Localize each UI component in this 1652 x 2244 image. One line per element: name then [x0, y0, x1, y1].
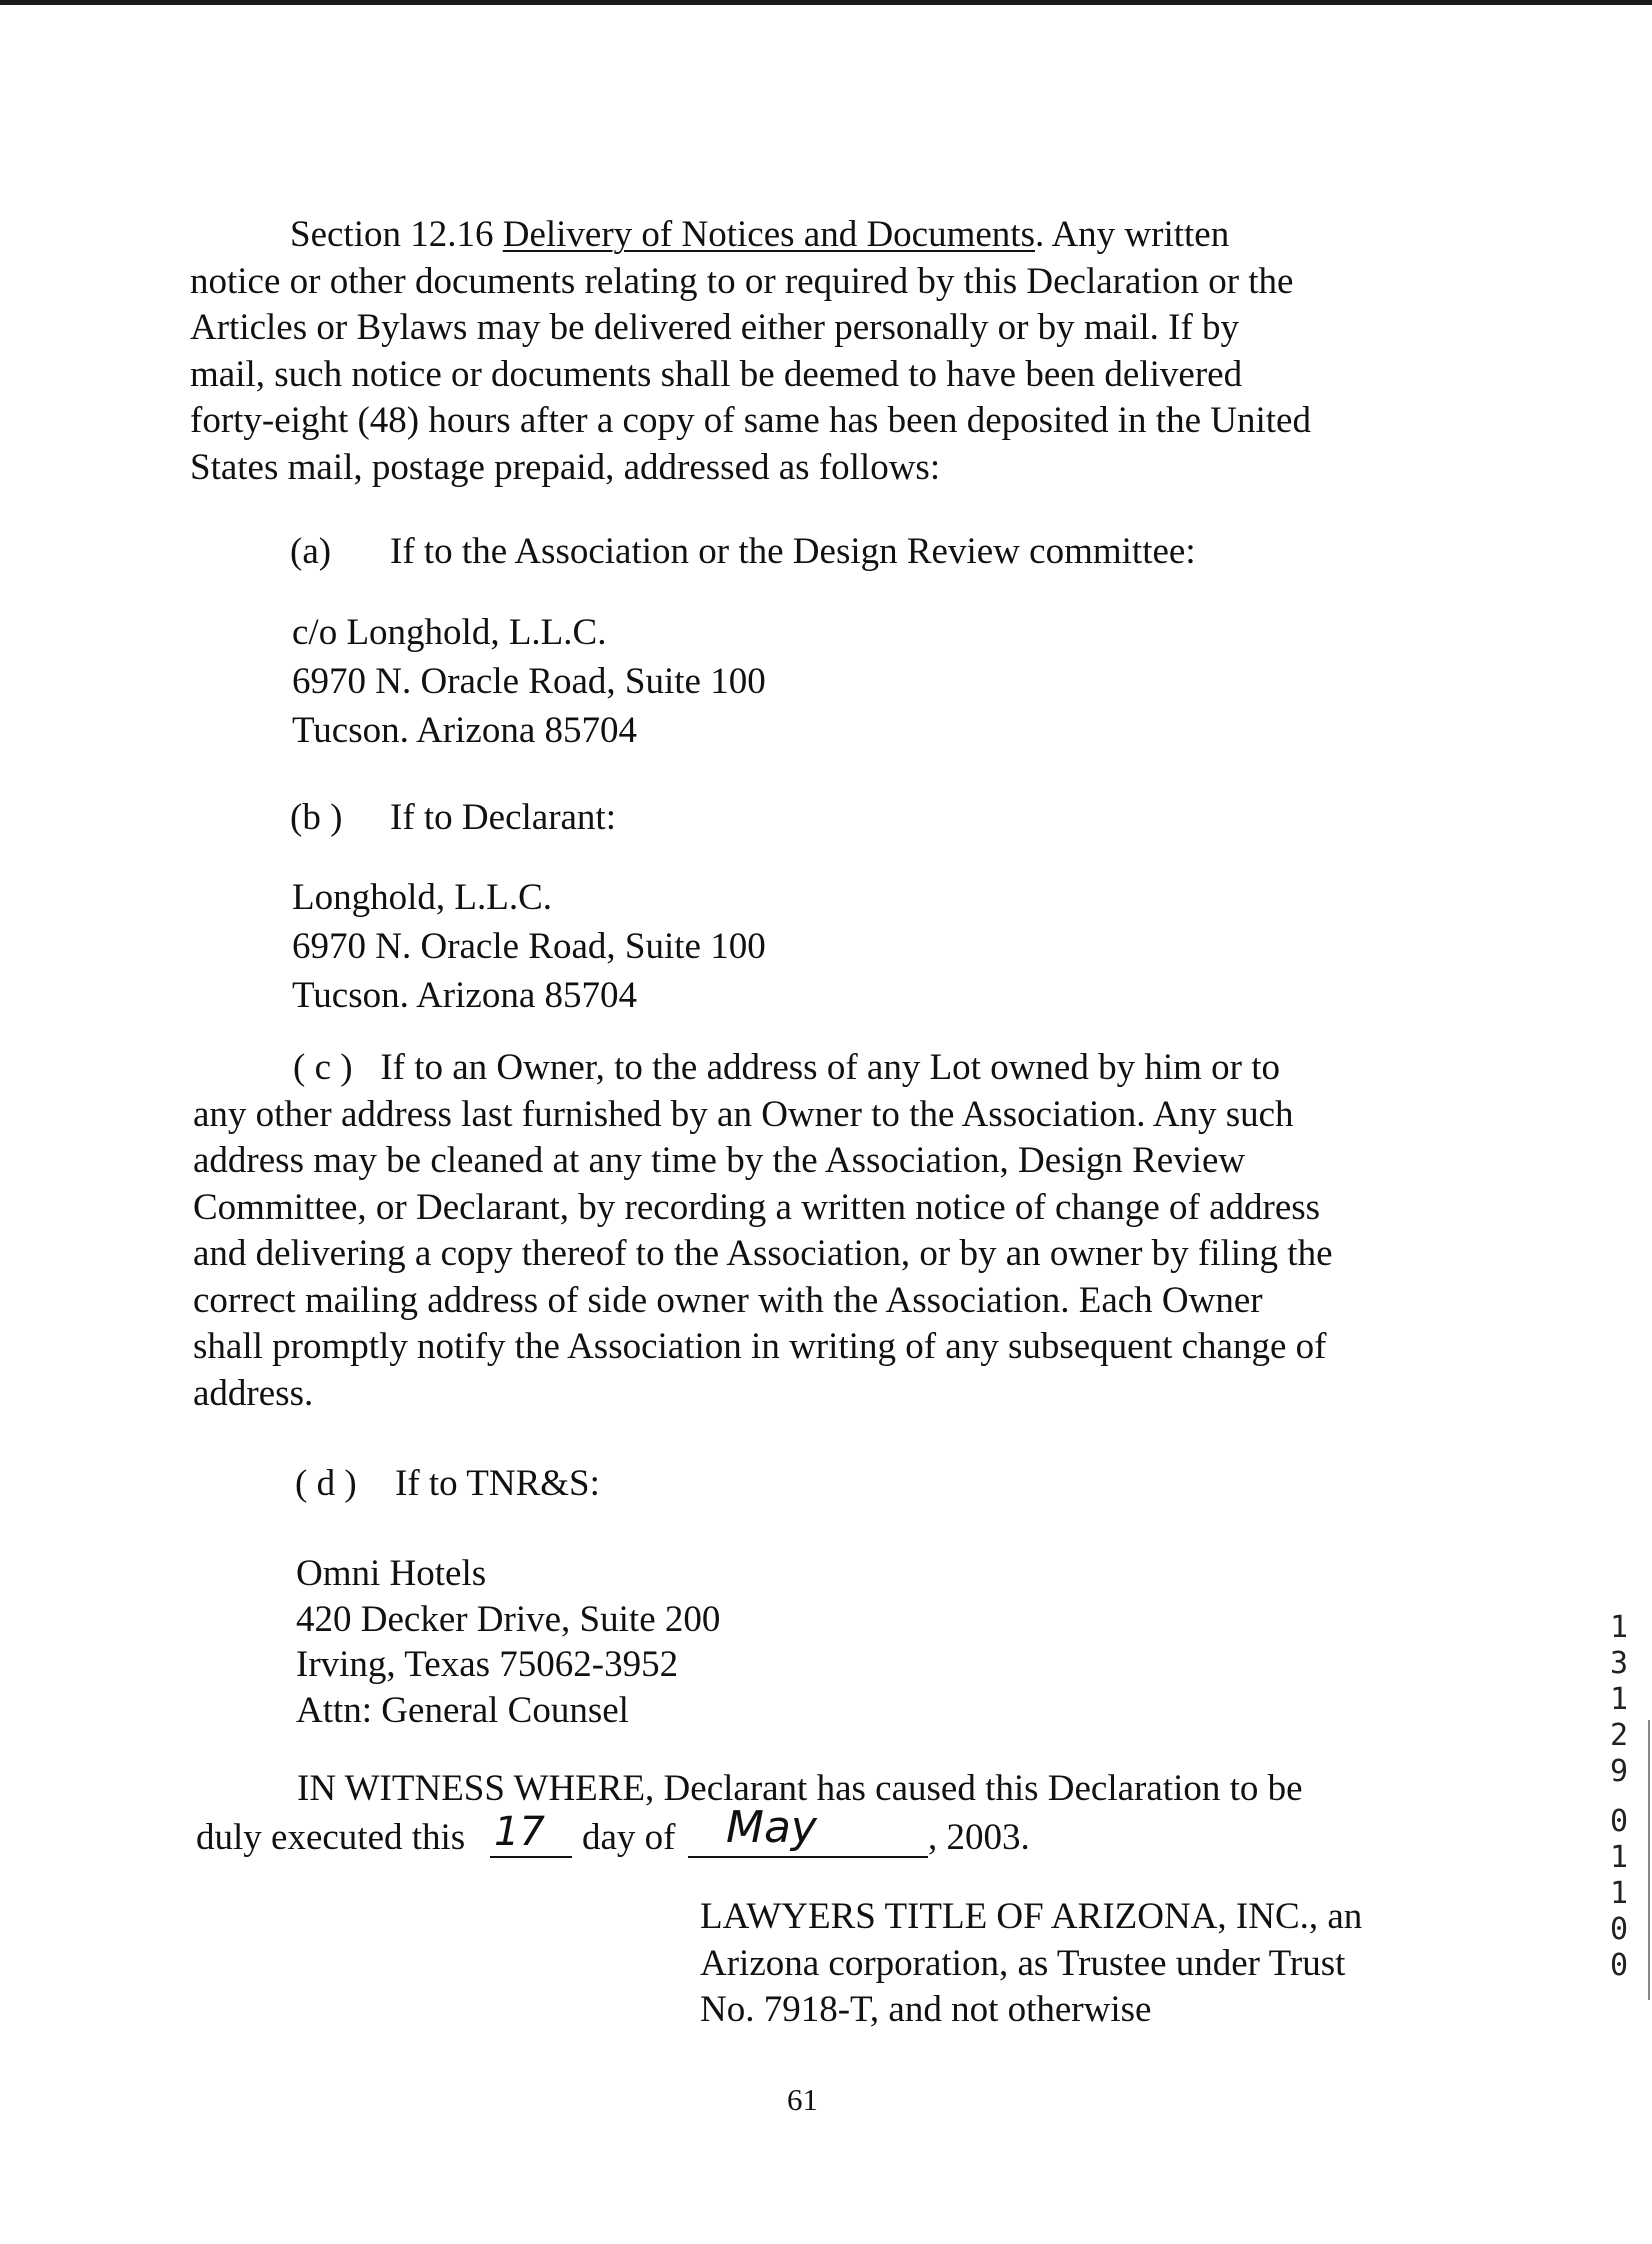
item-d-address-line-2: 420 Decker Drive, Suite 200	[296, 1598, 721, 1640]
scan-right-edge	[1648, 1720, 1650, 2000]
witness-line-2-mid: day of	[582, 1817, 676, 1858]
signatory-block	[700, 1894, 1420, 2034]
item-b-address	[292, 873, 1532, 1020]
witness-line-2-start: duly executed this	[196, 1817, 466, 1858]
stamp-char: 1	[1609, 1610, 1629, 1645]
item-c-line-8: address.	[193, 1372, 314, 1414]
section-title: Delivery of Notices and Documents	[502, 214, 1035, 255]
handwritten-month: May	[726, 1802, 817, 1853]
item-d-address-line-3: Irving, Texas 75062-3952	[296, 1644, 679, 1685]
item-d-text: If to TNR&S:	[395, 1463, 600, 1504]
section-line-3: Articles or Bylaws may be delivered either personally or by mail. If by	[190, 307, 1240, 348]
item-c-label: ( c )	[293, 1047, 353, 1088]
section-number: Section 12.16	[290, 214, 494, 255]
item-c-line-4: Committee, or Declarant, by recording a written notice of change of address	[193, 1186, 1321, 1228]
stamp-char: 1	[1609, 1682, 1629, 1717]
scan-top-edge	[0, 0, 1652, 5]
item-a-address	[292, 608, 1532, 755]
stamp-char: 0	[1609, 1948, 1629, 1983]
stamp-char	[1604, 1790, 1634, 1804]
stamp-char: 2	[1609, 1718, 1629, 1753]
stamp-char: 0	[1609, 1804, 1629, 1839]
section-paragraph	[190, 212, 1430, 491]
section-line-5: forty-eight (48) hours after a copy of same has been deposited in the United	[190, 400, 1311, 441]
item-c-line-2: any other address last furnished by an Owner to the Association. Any such	[193, 1093, 1294, 1135]
item-c-line-7: shall promptly notify the Association in writing of any subsequent change of	[193, 1326, 1327, 1367]
section-line-6: States mail, postage prepaid, addressed as follows:	[190, 446, 941, 488]
signatory-line-1: LAWYERS TITLE OF ARIZONA, INC., an	[700, 1896, 1363, 1937]
item-b-label: (b )	[290, 797, 343, 838]
item-c-line-1: If to an Owner, to the address of any Lot owned by him or to	[380, 1047, 1280, 1088]
stamp-char: 9	[1609, 1754, 1629, 1789]
item-b-address-line-3: Tucson. Arizona 85704	[292, 975, 637, 1016]
stamp-char: 0	[1609, 1912, 1629, 1947]
item-d-label: ( d )	[295, 1463, 357, 1504]
signatory-line-2: Arizona corporation, as Trustee under Trust	[700, 1942, 1346, 1984]
stamp-char: 1	[1609, 1876, 1629, 1911]
day-blank-line	[490, 1856, 572, 1858]
item-b-text: If to Declarant:	[390, 797, 616, 838]
item-b-address-line-2: 6970 N. Oracle Road, Suite 100	[292, 926, 766, 967]
item-a-text: If to the Association or the Design Review committee:	[390, 531, 1196, 572]
item-c-line-6: correct mailing address of side owner with the Association. Each Owner	[193, 1279, 1263, 1321]
month-blank-line	[688, 1856, 928, 1858]
item-d-address-line-4: Attn: General Counsel	[296, 1689, 629, 1731]
item-a-address-line-1: c/o Longhold, L.L.C.	[292, 612, 607, 653]
item-d-address-line-1: Omni Hotels	[296, 1553, 487, 1594]
page-number: 61	[787, 2082, 818, 2117]
section-line-4: mail, such notice or documents shall be deemed to have been delivered	[190, 353, 1243, 395]
item-a-label: (a)	[290, 531, 332, 572]
signatory-line-3: No. 7918-T, and not otherwise	[700, 1989, 1152, 2030]
recording-stamp	[1604, 1610, 1634, 1984]
item-a-address-line-2: 6970 N. Oracle Road, Suite 100	[292, 661, 766, 702]
item-a-address-line-3: Tucson. Arizona 85704	[292, 710, 637, 751]
section-line-2: notice or other documents relating to or required by this Declaration or the	[190, 260, 1294, 302]
section-line-1: . Any written	[1034, 214, 1230, 255]
stamp-char: 3	[1609, 1646, 1629, 1681]
item-c-line-5: and delivering a copy thereof to the Association, or by an owner by filing the	[193, 1233, 1333, 1274]
item-c-line-3: address may be cleaned at any time by the Association, Design Review	[193, 1140, 1246, 1181]
stamp-char: 1	[1609, 1840, 1629, 1875]
item-c-paragraph	[193, 1045, 1433, 1417]
item-d-address	[296, 1551, 1536, 1733]
witness-line-2-end: , 2003.	[928, 1817, 1030, 1858]
witness-line-1: IN WITNESS WHERE, Declarant has caused this Declaration to be	[297, 1768, 1303, 1809]
item-b-address-line-1: Longhold, L.L.C.	[292, 877, 553, 918]
handwritten-day: 17	[494, 1809, 545, 1855]
